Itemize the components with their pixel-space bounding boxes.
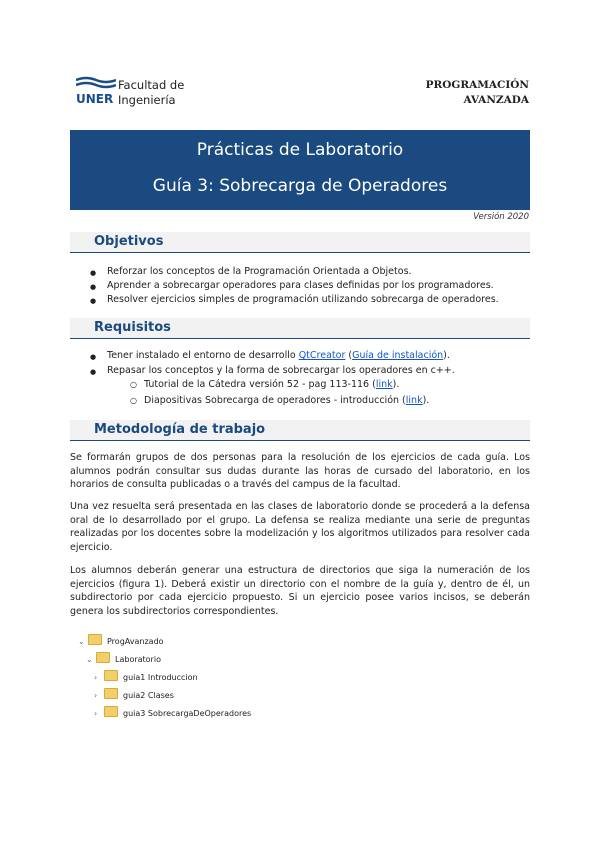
tree-item-label: guia2 Clases	[123, 691, 174, 700]
logo-engineering-text: Ingeniería	[118, 93, 176, 107]
chevron-down-icon[interactable]: ⌄	[78, 637, 85, 646]
paragraph: Se formarán grupos de dos personas para la resolución de los ejercicios de cada guía. Los alumnos podrán consultar sus dudas durante las horas de cursado del laboratorio, en los horarios de consulta publicadas o a través del campus de la facultad.	[70, 452, 530, 490]
section-requisitos	[70, 318, 530, 339]
subject-title	[426, 78, 529, 108]
chevron-right-icon[interactable]: ›	[94, 673, 98, 682]
slides-link[interactable]: link	[405, 395, 423, 406]
logo-acronym: UNER	[76, 92, 114, 106]
paragraph: Los alumnos deberán generar una estructura de directorios que siga la numeración de los ejercicios (figura 1). Deberá existir un directorio con el nombre de la guía y, dentro de él, un subdirectorio por cada ejercicio propuesto. Si un ejercicio posee varios incisos, se deberán genera los subdirectorios correspondientes.	[70, 565, 530, 617]
list-item: ● Aprender a sobrecargar operadores para clases definidas por los programadores.	[107, 279, 494, 293]
tree-item-label: ProgAvanzado	[107, 637, 164, 646]
chevron-right-icon[interactable]: ›	[94, 709, 98, 718]
tree-item-guia2[interactable]	[94, 688, 174, 702]
section-metodologia	[70, 420, 530, 441]
chevron-down-icon[interactable]: ⌄	[86, 655, 93, 664]
folder-icon	[104, 670, 118, 681]
chevron-right-icon[interactable]: ›	[94, 691, 98, 700]
section-heading: Requisitos	[94, 320, 171, 335]
tree-item-label: Laboratorio	[115, 655, 161, 664]
section-heading: Objetivos	[94, 234, 164, 249]
text: Tener instalado el entorno de desarrollo	[107, 350, 299, 361]
folder-icon	[96, 652, 110, 663]
subject-line-2: AVANZADA	[463, 94, 529, 106]
list-item: ● Repasar los conceptos y la forma de sobrecargar los operadores en c++.	[107, 364, 455, 378]
text: ).	[392, 379, 400, 390]
tree-item-laboratorio[interactable]	[86, 652, 161, 666]
tree-item-label: guia3 SobrecargaDeOperadores	[123, 709, 252, 718]
version-label: Versión 2020	[473, 212, 529, 222]
text: Tutorial de la Cátedra versión 52 - pag 113-116 (	[144, 379, 376, 390]
folder-icon	[88, 634, 102, 645]
sub-list-item	[144, 394, 429, 408]
list-item	[107, 349, 450, 363]
install-guide-link[interactable]: Guía de instalación	[352, 350, 444, 361]
tree-item-label: guia1 Introduccion	[123, 673, 198, 682]
logo-faculty-text: Facultad de	[118, 78, 185, 92]
text: (	[345, 350, 353, 361]
banner-subtitle: Guía 3: Sobrecarga de Operadores	[152, 176, 448, 196]
section-heading: Metodología de trabajo	[94, 422, 266, 437]
tree-item-root[interactable]	[78, 634, 164, 648]
waves-icon	[76, 76, 116, 90]
qtcreator-link[interactable]: QtCreator	[298, 350, 346, 361]
tree-item-guia3[interactable]	[94, 706, 251, 720]
text: ).	[443, 350, 450, 361]
sub-list-item	[144, 378, 399, 392]
title-banner	[70, 130, 530, 210]
banner-title: Prácticas de Laboratorio	[196, 140, 404, 160]
list-item: ● Resolver ejercicios simples de programación utilizando sobrecarga de operadores.	[107, 293, 499, 307]
subject-line-1: PROGRAMACIÓN	[425, 79, 529, 91]
section-objetivos	[70, 232, 530, 253]
folder-icon	[104, 688, 118, 699]
tree-item-guia1[interactable]	[94, 670, 198, 684]
text: Diapositivas Sobrecarga de operadores - introducción (	[144, 395, 406, 406]
text: ).	[422, 395, 430, 406]
list-item: ● Reforzar los conceptos de la Programación Orientada a Objetos.	[107, 265, 412, 279]
tutorial-link[interactable]: link	[375, 379, 393, 390]
faculty-logo	[76, 76, 186, 110]
folder-icon	[104, 706, 118, 717]
paragraph: Una vez resuelta será presentada en las clases de laboratorio donde se procederá a la defensa oral de lo desarrollado por el grupo. La defensa se realiza mediante una serie de preguntas realizadas por los docentes sobre la modelización y los algoritmos utilizados para resolver cada ejercicio.	[70, 501, 530, 553]
